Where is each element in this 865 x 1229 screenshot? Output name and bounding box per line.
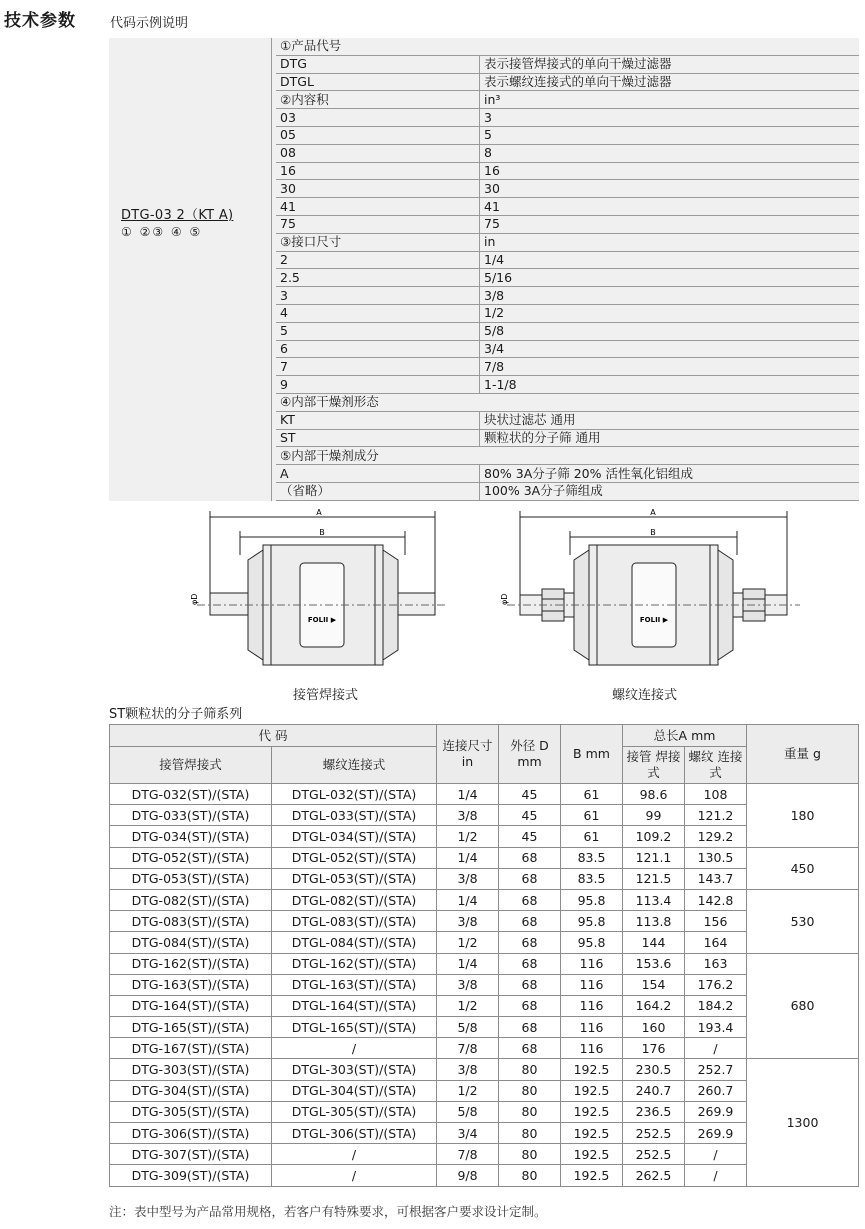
code-key: 4 — [276, 304, 480, 322]
total-thread-cell: 129.2 — [685, 826, 747, 847]
weight-cell: 180 — [747, 784, 859, 848]
b-length-cell: 116 — [561, 953, 623, 974]
total-weld-cell: 113.8 — [623, 911, 685, 932]
brand-logo: FOLII ▶ — [307, 616, 337, 624]
header-connection-size: 连接尺寸 in — [437, 725, 499, 784]
model-code-numbers: ① ②③ ④ ⑤ — [121, 225, 203, 239]
section-title: 技术参数 — [4, 11, 76, 31]
code-row — [276, 73, 859, 91]
total-thread-cell: 142.8 — [685, 889, 747, 910]
series-title: ST颗粒状的分子筛系列 — [109, 707, 243, 722]
code-meaning: 16 — [480, 162, 860, 180]
total-thread-cell: 176.2 — [685, 974, 747, 995]
outer-diameter-cell: 68 — [499, 974, 561, 995]
total-thread-cell: / — [685, 1165, 747, 1186]
b-length-cell: 192.5 — [561, 1123, 623, 1144]
total-weld-cell: 109.2 — [623, 826, 685, 847]
b-length-cell: 83.5 — [561, 847, 623, 868]
weld-model-cell: DTG-052(ST)/(STA) — [110, 847, 272, 868]
total-weld-cell: 262.5 — [623, 1165, 685, 1186]
table-row — [110, 1017, 859, 1038]
connection-size-cell: 1/2 — [437, 932, 499, 953]
connection-size-cell: 3/8 — [437, 868, 499, 889]
thread-model-cell: DTGL-052(ST)/(STA) — [272, 847, 437, 868]
weight-cell: 530 — [747, 889, 859, 953]
code-row — [276, 215, 859, 233]
connection-size-cell: 1/4 — [437, 847, 499, 868]
total-thread-cell: 121.2 — [685, 805, 747, 826]
code-key: ③接口尺寸 — [276, 233, 480, 251]
code-key: 30 — [276, 180, 480, 198]
thread-model-cell: DTGL-032(ST)/(STA) — [272, 784, 437, 805]
table-row — [110, 911, 859, 932]
total-thread-cell: 163 — [685, 953, 747, 974]
b-length-cell: 61 — [561, 805, 623, 826]
code-key: 7 — [276, 358, 480, 376]
code-row — [276, 55, 859, 73]
code-table — [276, 38, 859, 501]
code-meaning: 表示接管焊接式的单向干燥过滤器 — [480, 55, 860, 73]
code-key: DTGL — [276, 73, 480, 91]
footnote: 注：表中型号为产品常用规格，若客户有特殊要求，可根据客户要求设计定制。 — [109, 1204, 547, 1219]
code-meaning: 30 — [480, 180, 860, 198]
total-weld-cell: 164.2 — [623, 995, 685, 1016]
code-row — [276, 411, 859, 429]
code-meaning: 1/2 — [480, 304, 860, 322]
code-row — [276, 109, 859, 127]
table-row — [110, 805, 859, 826]
total-thread-cell: / — [685, 1144, 747, 1165]
b-length-cell: 192.5 — [561, 1101, 623, 1122]
outer-diameter-cell: 45 — [499, 784, 561, 805]
model-code: DTG-03 2（KT A) — [121, 208, 234, 223]
connection-size-cell: 7/8 — [437, 1038, 499, 1059]
thread-model-cell: DTGL-303(ST)/(STA) — [272, 1059, 437, 1080]
outer-diameter-cell: 68 — [499, 1038, 561, 1059]
dimension-d-label: φD — [190, 593, 199, 605]
code-meaning: 8 — [480, 144, 860, 162]
total-thread-cell: 269.9 — [685, 1123, 747, 1144]
connection-size-cell: 3/8 — [437, 1059, 499, 1080]
thread-model-cell: DTGL-082(ST)/(STA) — [272, 889, 437, 910]
total-weld-cell: 154 — [623, 974, 685, 995]
weld-model-cell: DTG-033(ST)/(STA) — [110, 805, 272, 826]
weld-model-cell: DTG-083(ST)/(STA) — [110, 911, 272, 932]
table-row — [110, 932, 859, 953]
dimension-d-label: φD — [500, 593, 509, 605]
table-row — [110, 1080, 859, 1101]
b-length-cell: 116 — [561, 974, 623, 995]
thread-model-cell: DTGL-034(ST)/(STA) — [272, 826, 437, 847]
weld-model-cell: DTG-309(ST)/(STA) — [110, 1165, 272, 1186]
code-row — [276, 322, 859, 340]
connection-size-cell: 5/8 — [437, 1017, 499, 1038]
thread-model-cell: DTGL-083(ST)/(STA) — [272, 911, 437, 932]
code-row — [276, 251, 859, 269]
thread-model-cell: / — [272, 1165, 437, 1186]
code-meaning: 5/8 — [480, 322, 860, 340]
spec-table — [109, 724, 859, 1187]
total-thread-cell: 193.4 — [685, 1017, 747, 1038]
total-weld-cell: 153.6 — [623, 953, 685, 974]
code-meaning: 1-1/8 — [480, 376, 860, 394]
code-row — [276, 144, 859, 162]
header-thread-code: 螺纹连接式 — [272, 747, 437, 784]
code-meaning: 5 — [480, 126, 860, 144]
outer-diameter-cell: 68 — [499, 995, 561, 1016]
header-outer-diameter: 外径 D mm — [499, 725, 561, 784]
code-meaning: in — [480, 233, 860, 251]
code-meaning: 3/8 — [480, 287, 860, 305]
code-row — [276, 482, 859, 500]
connection-size-cell: 5/8 — [437, 1101, 499, 1122]
connection-size-cell: 7/8 — [437, 1144, 499, 1165]
total-thread-cell: 269.9 — [685, 1101, 747, 1122]
total-thread-cell: 252.7 — [685, 1059, 747, 1080]
dimension-a-label: A — [316, 508, 322, 517]
code-row — [276, 447, 859, 465]
code-meaning: 7/8 — [480, 358, 860, 376]
code-row — [276, 376, 859, 394]
weld-model-cell: DTG-304(ST)/(STA) — [110, 1080, 272, 1101]
code-key: 75 — [276, 215, 480, 233]
total-thread-cell: 108 — [685, 784, 747, 805]
code-meaning: 100% 3A分子筛组成 — [480, 482, 860, 500]
table-row — [110, 1165, 859, 1186]
total-thread-cell: 260.7 — [685, 1080, 747, 1101]
weld-model-cell: DTG-303(ST)/(STA) — [110, 1059, 272, 1080]
total-weld-cell: 240.7 — [623, 1080, 685, 1101]
connection-size-cell: 9/8 — [437, 1165, 499, 1186]
thread-model-cell: DTGL-304(ST)/(STA) — [272, 1080, 437, 1101]
header-total-length: 总长A mm — [623, 725, 747, 747]
total-thread-cell: 130.5 — [685, 847, 747, 868]
code-row — [276, 340, 859, 358]
total-weld-cell: 99 — [623, 805, 685, 826]
code-key: 3 — [276, 287, 480, 305]
total-weld-cell: 236.5 — [623, 1101, 685, 1122]
code-meaning: 1/4 — [480, 251, 860, 269]
code-meaning: 80% 3A分子筛 20% 活性氧化铝组成 — [480, 465, 860, 483]
thread-model-cell: DTGL-306(ST)/(STA) — [272, 1123, 437, 1144]
weld-model-cell: DTG-305(ST)/(STA) — [110, 1101, 272, 1122]
code-meaning: 颗粒状的分子筛 通用 — [480, 429, 860, 447]
table-row — [110, 889, 859, 910]
weight-cell: 450 — [747, 847, 859, 889]
model-code-panel — [109, 38, 272, 501]
code-key: 9 — [276, 376, 480, 394]
weld-model-cell: DTG-082(ST)/(STA) — [110, 889, 272, 910]
thread-type-diagram — [495, 505, 815, 680]
connection-size-cell: 3/8 — [437, 805, 499, 826]
outer-diameter-cell: 45 — [499, 805, 561, 826]
code-row — [276, 358, 859, 376]
code-row — [276, 304, 859, 322]
thread-model-cell: DTGL-305(ST)/(STA) — [272, 1101, 437, 1122]
dimension-b-label: B — [650, 528, 656, 537]
outer-diameter-cell: 80 — [499, 1101, 561, 1122]
weld-model-cell: DTG-162(ST)/(STA) — [110, 953, 272, 974]
weld-model-cell: DTG-167(ST)/(STA) — [110, 1038, 272, 1059]
table-row — [110, 974, 859, 995]
table-row — [110, 1059, 859, 1080]
connection-size-cell: 1/2 — [437, 995, 499, 1016]
connection-size-cell: 3/8 — [437, 974, 499, 995]
table-row — [110, 953, 859, 974]
code-meaning: in³ — [480, 91, 860, 109]
thread-model-cell: / — [272, 1038, 437, 1059]
thread-model-cell: DTGL-164(ST)/(STA) — [272, 995, 437, 1016]
code-key: 16 — [276, 162, 480, 180]
header-total-thread: 螺纹 连接式 — [685, 747, 747, 784]
code-key: 03 — [276, 109, 480, 127]
code-row — [276, 269, 859, 287]
brand-logo: FOLII ▶ — [639, 616, 669, 624]
dimension-b-label: B — [319, 528, 325, 537]
b-length-cell: 61 — [561, 784, 623, 805]
total-thread-cell: 143.7 — [685, 868, 747, 889]
thread-model-cell: DTGL-163(ST)/(STA) — [272, 974, 437, 995]
table-row — [110, 1144, 859, 1165]
weld-model-cell: DTG-034(ST)/(STA) — [110, 826, 272, 847]
table-row — [110, 826, 859, 847]
weld-model-cell: DTG-307(ST)/(STA) — [110, 1144, 272, 1165]
thread-model-cell: DTGL-162(ST)/(STA) — [272, 953, 437, 974]
table-row — [110, 1123, 859, 1144]
code-key: ②内容积 — [276, 91, 480, 109]
code-key: 6 — [276, 340, 480, 358]
total-weld-cell: 176 — [623, 1038, 685, 1059]
code-key: KT — [276, 411, 480, 429]
b-length-cell: 192.5 — [561, 1165, 623, 1186]
outer-diameter-cell: 68 — [499, 911, 561, 932]
thread-model-cell: DTGL-053(ST)/(STA) — [272, 868, 437, 889]
weight-cell: 680 — [747, 953, 859, 1059]
total-weld-cell: 160 — [623, 1017, 685, 1038]
table-row — [110, 784, 859, 805]
total-weld-cell: 230.5 — [623, 1059, 685, 1080]
b-length-cell: 192.5 — [561, 1059, 623, 1080]
code-row — [276, 162, 859, 180]
code-key: DTG — [276, 55, 480, 73]
total-weld-cell: 252.5 — [623, 1123, 685, 1144]
dimension-a-label: A — [650, 508, 656, 517]
code-key: 05 — [276, 126, 480, 144]
table-row — [110, 1038, 859, 1059]
code-meaning: 块状过滤芯 通用 — [480, 411, 860, 429]
outer-diameter-cell: 68 — [499, 932, 561, 953]
total-weld-cell: 98.6 — [623, 784, 685, 805]
weld-model-cell: DTG-163(ST)/(STA) — [110, 974, 272, 995]
connection-size-cell: 1/4 — [437, 784, 499, 805]
code-row — [276, 38, 859, 55]
b-length-cell: 116 — [561, 1017, 623, 1038]
code-row — [276, 287, 859, 305]
total-thread-cell: 164 — [685, 932, 747, 953]
code-meaning: 41 — [480, 198, 860, 216]
connection-size-cell: 1/4 — [437, 889, 499, 910]
code-key: 2.5 — [276, 269, 480, 287]
header-total-weld: 接管 焊接式 — [623, 747, 685, 784]
code-key: 08 — [276, 144, 480, 162]
code-key: ST — [276, 429, 480, 447]
outer-diameter-cell: 80 — [499, 1123, 561, 1144]
total-thread-cell: / — [685, 1038, 747, 1059]
code-example-title: 代码示例说明 — [110, 16, 189, 31]
outer-diameter-cell: 80 — [499, 1059, 561, 1080]
header-weld-code: 接管焊接式 — [110, 747, 272, 784]
code-row — [276, 465, 859, 483]
weld-model-cell: DTG-165(ST)/(STA) — [110, 1017, 272, 1038]
code-key: 2 — [276, 251, 480, 269]
weld-model-cell: DTG-032(ST)/(STA) — [110, 784, 272, 805]
code-row — [276, 429, 859, 447]
thread-model-cell: DTGL-084(ST)/(STA) — [272, 932, 437, 953]
code-row — [276, 180, 859, 198]
weld-model-cell: DTG-084(ST)/(STA) — [110, 932, 272, 953]
total-weld-cell: 144 — [623, 932, 685, 953]
outer-diameter-cell: 68 — [499, 868, 561, 889]
b-length-cell: 95.8 — [561, 889, 623, 910]
total-weld-cell: 252.5 — [623, 1144, 685, 1165]
outer-diameter-cell: 68 — [499, 889, 561, 910]
connection-size-cell: 1/4 — [437, 953, 499, 974]
code-meaning: 5/16 — [480, 269, 860, 287]
header-weight: 重量 g — [747, 725, 859, 784]
connection-size-cell: 1/2 — [437, 826, 499, 847]
outer-diameter-cell: 68 — [499, 847, 561, 868]
outer-diameter-cell: 80 — [499, 1144, 561, 1165]
b-length-cell: 61 — [561, 826, 623, 847]
code-key: A — [276, 465, 480, 483]
total-thread-cell: 156 — [685, 911, 747, 932]
thread-model-cell: DTGL-165(ST)/(STA) — [272, 1017, 437, 1038]
code-key: 41 — [276, 198, 480, 216]
code-row — [276, 126, 859, 144]
b-length-cell: 95.8 — [561, 932, 623, 953]
outer-diameter-cell: 68 — [499, 953, 561, 974]
connection-size-cell: 1/2 — [437, 1080, 499, 1101]
b-length-cell: 116 — [561, 1038, 623, 1059]
code-group-header: ①产品代号 — [276, 38, 859, 55]
code-row — [276, 393, 859, 411]
total-weld-cell: 121.1 — [623, 847, 685, 868]
header-code: 代 码 — [110, 725, 437, 747]
table-row — [110, 1101, 859, 1122]
b-length-cell: 95.8 — [561, 911, 623, 932]
weld-model-cell: DTG-306(ST)/(STA) — [110, 1123, 272, 1144]
outer-diameter-cell: 68 — [499, 1017, 561, 1038]
code-key: （省略） — [276, 482, 480, 500]
outer-diameter-cell: 80 — [499, 1165, 561, 1186]
b-length-cell: 192.5 — [561, 1080, 623, 1101]
code-row — [276, 91, 859, 109]
weld-type-diagram — [185, 505, 455, 680]
weld-model-cell: DTG-053(ST)/(STA) — [110, 868, 272, 889]
header-b: B mm — [561, 725, 623, 784]
connection-size-cell: 3/4 — [437, 1123, 499, 1144]
table-row — [110, 868, 859, 889]
code-meaning: 表示螺纹连接式的单向干燥过滤器 — [480, 73, 860, 91]
b-length-cell: 192.5 — [561, 1144, 623, 1165]
outer-diameter-cell: 45 — [499, 826, 561, 847]
code-group-header: ④内部干燥剂形态 — [276, 393, 859, 411]
table-row — [110, 995, 859, 1016]
code-key: 5 — [276, 322, 480, 340]
b-length-cell: 83.5 — [561, 868, 623, 889]
thread-model-cell: / — [272, 1144, 437, 1165]
weld-diagram-caption: 接管焊接式 — [293, 688, 359, 703]
total-weld-cell: 121.5 — [623, 868, 685, 889]
weld-model-cell: DTG-164(ST)/(STA) — [110, 995, 272, 1016]
connection-size-cell: 3/8 — [437, 911, 499, 932]
code-meaning: 3 — [480, 109, 860, 127]
thread-diagram-caption: 螺纹连接式 — [612, 688, 678, 703]
outer-diameter-cell: 80 — [499, 1080, 561, 1101]
code-row — [276, 198, 859, 216]
code-explanation-block — [109, 38, 859, 501]
b-length-cell: 116 — [561, 995, 623, 1016]
thread-model-cell: DTGL-033(ST)/(STA) — [272, 805, 437, 826]
code-group-header: ⑤内部干燥剂成分 — [276, 447, 859, 465]
code-row — [276, 233, 859, 251]
total-thread-cell: 184.2 — [685, 995, 747, 1016]
code-meaning: 75 — [480, 215, 860, 233]
table-row — [110, 847, 859, 868]
total-weld-cell: 113.4 — [623, 889, 685, 910]
code-meaning: 3/4 — [480, 340, 860, 358]
model-example — [121, 208, 233, 240]
weight-cell: 1300 — [747, 1059, 859, 1186]
